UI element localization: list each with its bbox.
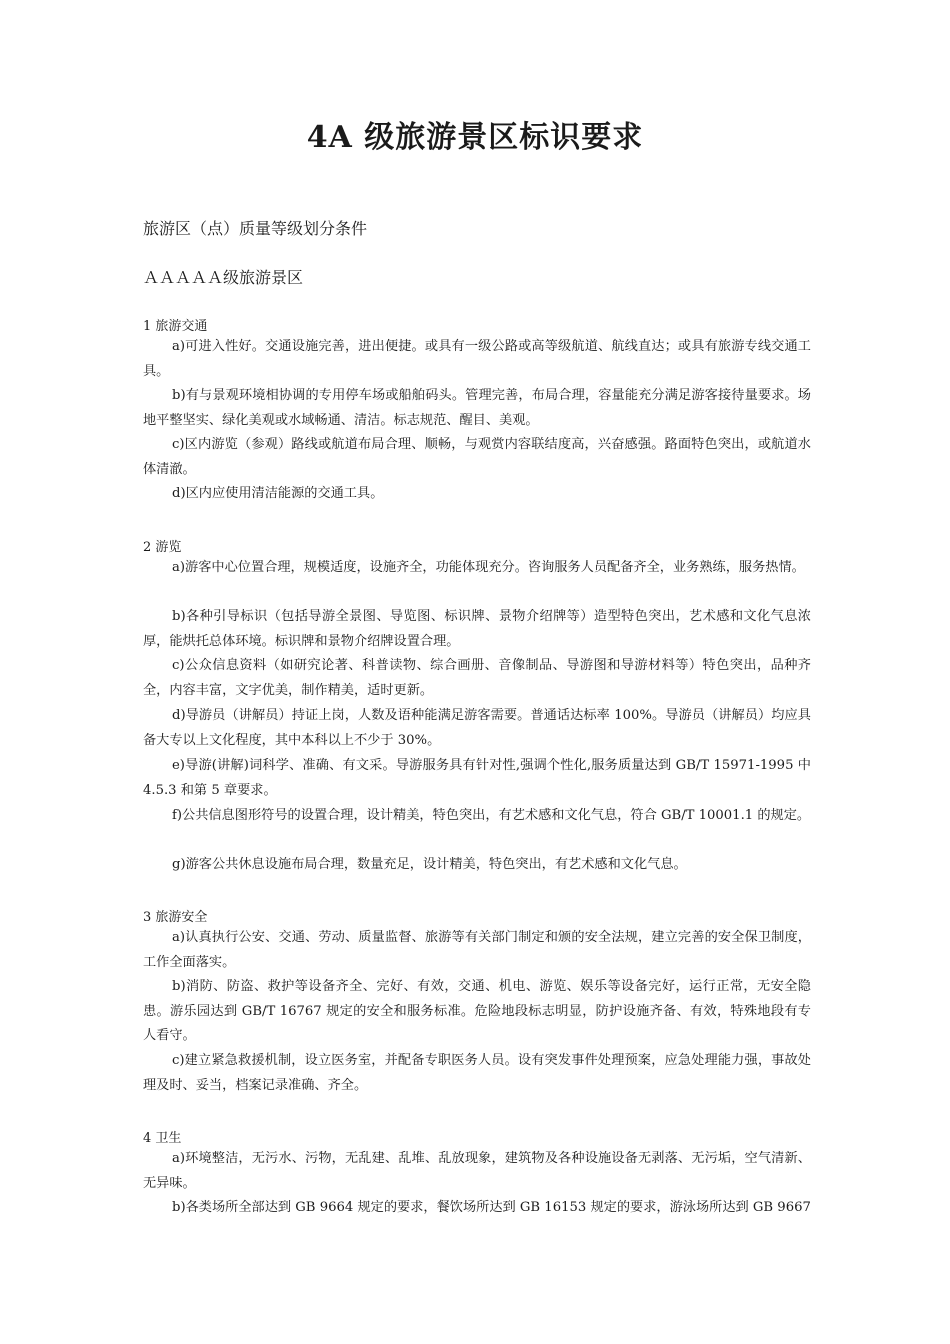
- paragraph: a)游客中心位置合理，规模适度，设施齐全，功能体现充分。咨询服务人员配备齐全，业务熟练，服务热情。: [172, 560, 805, 575]
- section-title-hygiene: 4 卫生: [143, 1131, 182, 1146]
- paragraph: b)消防、防盗、救护等设备齐全、完好、有效，交通、机电、游览、娱乐等设备完好，运行正常，无安全隐患。游乐园达到 GB/T 16767 规定的安全和服务标准。危险地段标志明显，防护设施齐备、有效，特殊地段有专人看守。: [143, 979, 811, 1043]
- section-title-tour: 2 游览: [143, 540, 182, 555]
- paragraph: d)导游员（讲解员）持证上岗，人数及语种能满足游客需要。普通话达标率 100%。导游员（讲解员）均应具备大专以上文化程度，其中本科以上不少于 30%。: [143, 708, 811, 748]
- section-title-transport: 1 旅游交通: [143, 319, 208, 334]
- paragraph: b)有与景观环境相协调的专用停车场或船舶码头。管理完善，布局合理，容量能充分满足游客接待量要求。场地平整坚实、绿化美观或水域畅通、清洁。标志规范、醒目、美观。: [143, 388, 811, 428]
- paragraph: b)各种引导标识（包括导游全景图、导览图、标识牌、景物介绍牌等）造型特色突出，艺术感和文化气息浓厚，能烘托总体环境。标识牌和景物介绍牌设置合理。: [143, 609, 811, 649]
- paragraph: e)导游(讲解)词科学、准确、有文采。导游服务具有针对性,强调个性化,服务质量达到 GB/T 15971-1995 中 4.5.3 和第 5 章要求。: [143, 758, 811, 798]
- document-title: 4A 级旅游景区标识要求: [306, 120, 644, 155]
- paragraph: b)各类场所全部达到 GB 9664 规定的要求，餐饮场所达到 GB 16153 规定的要求，游泳场所达到 GB 9667: [172, 1200, 811, 1215]
- section-heading-conditions: 旅游区（点）质量等级划分条件: [143, 219, 368, 238]
- paragraph: a)环境整洁，无污水、污物，无乱建、乱堆、乱放现象，建筑物及各种设施设备无剥落、无污垢，空气清新、无异味。: [143, 1151, 811, 1191]
- paragraph: a)认真执行公安、交通、劳动、质量监督、旅游等有关部门制定和颁的安全法规，建立完善的安全保卫制度，工作全面落实。: [143, 930, 811, 970]
- section-heading-grade: ＡＡＡＡＡ级旅游景区: [143, 268, 304, 287]
- paragraph: c)建立紧急救援机制，设立医务室，并配备专职医务人员。设有突发事件处理预案，应急处理能力强，事故处理及时、妥当，档案记录准确、齐全。: [143, 1053, 811, 1093]
- paragraph: c)区内游览（参观）路线或航道布局合理、顺畅，与观赏内容联结度高，兴奋感强。路面特色突出，或航道水体清澈。: [143, 437, 811, 477]
- paragraph: g)游客公共休息设施布局合理，数量充足，设计精美，特色突出，有艺术感和文化气息。: [172, 857, 687, 872]
- paragraph: c)公众信息资料（如研究论著、科普读物、综合画册、音像制品、导游图和导游材料等）特色突出，品种齐全，内容丰富，文字优美，制作精美，适时更新。: [143, 658, 811, 698]
- paragraph: d)区内应使用清洁能源的交通工具。: [172, 486, 384, 501]
- section-title-safety: 3 旅游安全: [143, 910, 208, 925]
- paragraph: a)可进入性好。交通设施完善，进出便捷。或具有一级公路或高等级航道、航线直达；或具有旅游专线交通工具。: [143, 339, 811, 379]
- paragraph: f)公共信息图形符号的设置合理，设计精美，特色突出，有艺术感和文化气息，符合 GB/T 10001.1 的规定。: [172, 808, 811, 823]
